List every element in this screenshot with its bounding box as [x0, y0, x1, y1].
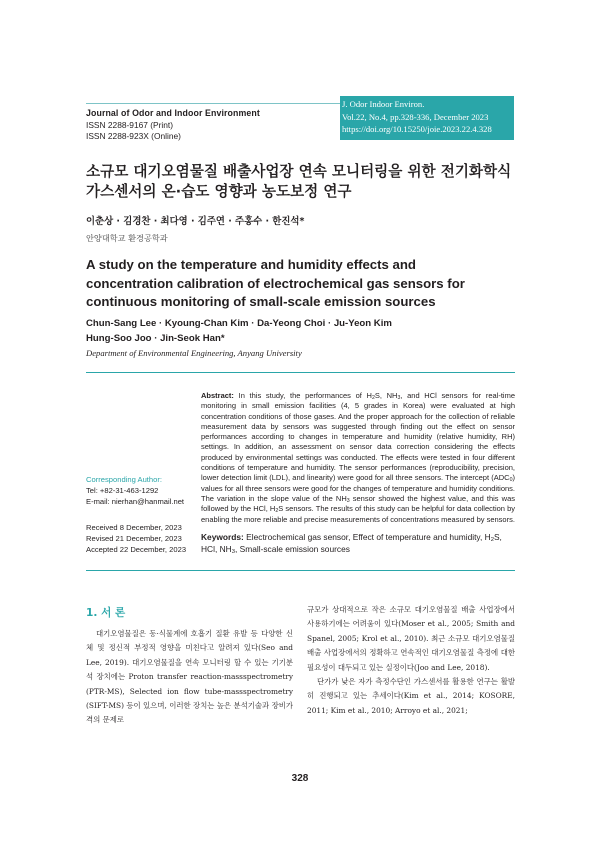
dates-block [86, 522, 186, 555]
date-accepted: Accepted 22 December, 2023 [86, 545, 187, 554]
corresponding-label: Corresponding Author: [86, 475, 162, 484]
doi-link[interactable]: https://doi.org/10.15250/joie.2023.22.4.328 [342, 124, 492, 134]
header-rule [86, 103, 340, 104]
body-column-left [86, 627, 293, 728]
corresponding-tel: Tel: +82-31-463-1292 [86, 486, 159, 495]
journal-abbrev: J. Odor Indoor Environ. [342, 99, 425, 109]
english-title: A study on the temperature and humidity effects and concentration calibration of electrochemical gas sensors for continuous monitoring of small-scale emission sources [86, 257, 465, 310]
english-authors-line1: Chun-Sang Lee · Kyoung-Chan Kim · Da-Yeong Choi · Ju-Yeon Kim [86, 318, 392, 329]
abstract-text: sensor showed the highest value, and this was followed by the HCl, H [201, 493, 515, 514]
issn-print: ISSN 2288-9167 (Print) [86, 119, 174, 130]
abstract-text: , and HCl sensors for real-time monitoring in small emission facilities (4, 5 grades in Korea) were evaluated at high concentration conditions of those gases. And the proper approach for the collection of reliable measurement data by sensors was suggested through finding out the effect on sensor performances according to changes in temperature and humidity (relative humidity, RH) settings. In addition, an assessment on sensor data correction considering the effects produced by environmental settings was conducted. The effects were tested in four different conditions of temperature and humidity. The sensor performances (reproducibility, precision, lower detection limit (LDL), and linearity) were good for all three sensors. The intercept (ADC [201, 391, 515, 483]
journal-header [86, 108, 260, 143]
volume-info: Vol.22, No.4, pp.328-336, December 2023 [342, 111, 489, 122]
keywords-text: , Small-scale emission sources [234, 544, 350, 554]
paragraph: 단가가 낮은 자가 측정수단인 가스센서를 활용한 연구는 활발히 진행되고 있는 추세이다(Kim et al., 2014; KOSORE, 2011; Kim et al., 2010; Arroyo et al., 2021; [307, 677, 515, 715]
divider-bottom [86, 570, 515, 571]
body-column-right [307, 603, 515, 718]
keywords-label: Keywords: [201, 532, 244, 542]
journal-name: Journal of Odor and Indoor Environment [86, 108, 260, 118]
issn-online: ISSN 2288-923X (Online) [86, 131, 181, 141]
corresponding-author [86, 474, 184, 507]
korean-title-line1: 소규모 대기오염물질 배출사업장 연속 모니터링을 위한 전기화학식 [86, 163, 512, 180]
keywords-text: Electrochemical gas sensor, Effect of temperature and humidity, H [243, 532, 491, 542]
english-authors [86, 316, 392, 346]
corresponding-email[interactable]: E-mail: nierhan@hanmail.net [86, 497, 185, 506]
citation-box [340, 96, 514, 140]
keywords-text: S, HCl, NH [201, 532, 502, 554]
divider-top [86, 372, 515, 373]
date-received: Received 8 December, 2023 [86, 523, 182, 532]
korean-authors: 이춘상 · 김경찬 · 최다영 · 김주연 · 주홍수 · 한진석* [86, 216, 305, 227]
korean-title-line2: 가스센서의 온·습도 영향과 농도보정 연구 [86, 183, 352, 200]
page-number: 328 [291, 773, 309, 784]
section-heading: 1. 서 론 [86, 607, 126, 619]
korean-title [86, 162, 526, 202]
abstract-text: In this study, the performances of H [233, 391, 372, 400]
paragraph: 규모가 상대적으로 작은 소규모 대기오염물질 배출 사업장에서 사용하기에는 어려움이 있다(Moser et al., 2005; Smith and Spanel, 2005; Krol et al., 2010). 최근 소규모 대기오염물질 배출 사업장에서의 정확하고 연속적인 대기오염물질 측정에 대한 필요성이 대두되고 있는 실정이다(Joo and Lee, 2018). [307, 605, 515, 672]
paragraph: 대기오염물질은 동·식물계에 호흡기 질환 유발 등 다양한 신체 및 정신적 부정적 영향을 미친다고 알려져 있다(Seo and Lee, 2019). 대기오염물질을 연속 모니터링 할 수 있는 기기분석 장치에는 Proton transfer reaction-massspectrometry (PTR-MS), Selected ion flow tube-massspectrometry (SIFT-MS) 등이 있으며, 이러한 장치는 높은 분석기술과 장비가격의 문제로 [86, 629, 293, 725]
abstract: Abstract: In this study, the performances of $H_2S$, $NH_3$, and HCl sensors for real-time monitoring in small emission facilities (4, 5 grades in Korea) were evaluated at high concentration conditions of those gases. And the proper approach for the collection of reliable measurement data by sensors was suggested through finding out the effect on sensor performances according to changes in temperature and humidity (relative humidity, RH) settings. In addition, an assessment on sensor data correction considering the effects produced by environmental settings was conducted. The effects were tested in four different conditions of temperature and humidity. The sensor performances (reproducibility, precision, lower detection limit (LDL), and linearity) were good for all three sensors. The intercept $(ADC_0)$ values for all three sensors were good for the changes of temperature and humidity conditions. The variation in the slope value of the $NH_3$ sensor showed the highest value, and this was followed by the HCl, $H_2S$ sensors. The results of this study can be helpful for data collection by enabling the more reliable and precise measurements of concentrations measured by sensors. [201, 391, 515, 524]
keywords: Keywords: Electrochemical gas sensor, Effect of temperature and humidity, $H_2S$, HCl, $NH_3$, Small-scale emission sources [201, 532, 502, 555]
abstract-text: S sensors. The results of this study can be helpful for data collection by enabling the more reliable and precise measurements of concentrations measured by sensors. [201, 504, 515, 524]
date-revised: Revised 21 December, 2023 [86, 534, 182, 543]
abstract-text: S, NH [374, 391, 398, 400]
abstract-text: ) values for all three sensors were good for the changes of temperature and humidity conditions. The variation in the slope value of the NH [201, 473, 515, 503]
english-authors-line2: Hung-Soo Joo · Jin-Seok Han* [86, 333, 225, 344]
english-affiliation: Department of Environmental Engineering, Anyang University [86, 348, 302, 358]
abstract-label: Abstract: [201, 391, 234, 400]
korean-affiliation: 안양대학교 환경공학과 [86, 233, 168, 243]
